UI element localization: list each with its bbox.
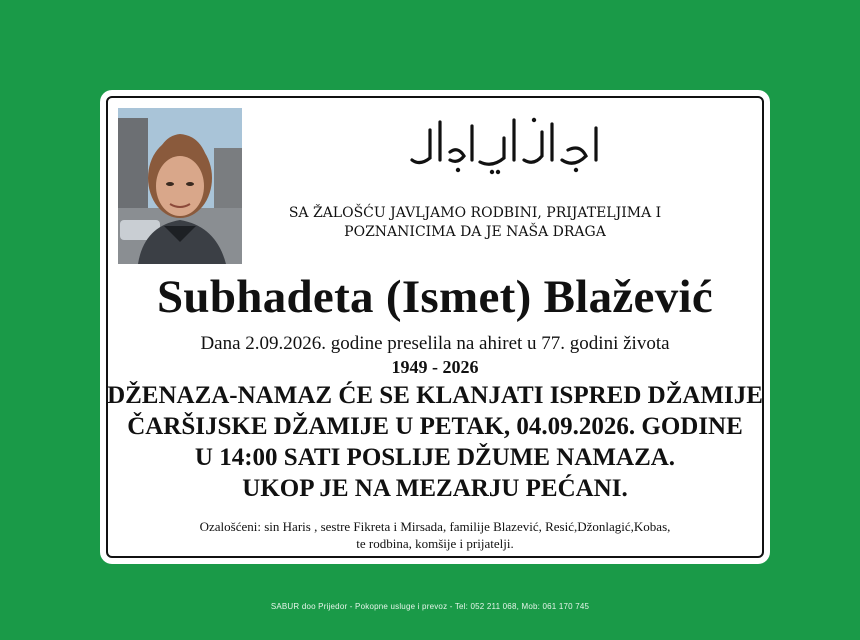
- life-years: 1949 - 2026: [391, 357, 479, 377]
- deceased-name: Subhadeta (Ismet) Blažević: [156, 271, 714, 323]
- portrait-photo: [118, 108, 242, 264]
- announcement-line: UKOP JE NA MEZARJU PEĆANI.: [242, 475, 628, 502]
- intro-text: [280, 204, 670, 242]
- arabic-calligraphy: [400, 108, 610, 178]
- mourners-line-2: te rodbina, komšije i prijatelji.: [356, 536, 514, 551]
- footer-contact: SABUR doo Prijedor - Pokopne usluge i prevoz - Tel: 052 211 068, Mob: 061 170 745: [270, 602, 590, 611]
- funeral-announcement: [100, 380, 770, 504]
- intro-line-2: POZNANICIMA DA JE NAŠA DRAGA: [344, 224, 606, 240]
- mourners-line-1: Ozalošćeni: sin Haris , sestre Fikreta i Mirsada, familije Blazević, Resić,Džonlagić,Kobas,: [199, 519, 671, 534]
- announcement-line: ČARŠIJSKE DŽAMIJE U PETAK, 04.09.2026. GODINE: [127, 413, 743, 440]
- mourners-list: [100, 518, 770, 552]
- announcement-line: DŽENAZA-NAMAZ ĆE SE KLANJATI ISPRED DŽAMIJE: [107, 382, 763, 409]
- passing-statement: Dana 2.09.2026. godine preselila na ahiret u 77. godini života: [200, 333, 670, 354]
- intro-line-1: SA ŽALOŠĆU JAVLJAMO RODBINI, PRIJATELJIMA I: [288, 205, 662, 221]
- announcement-line: U 14:00 SATI POSLIJE DŽUME NAMAZA.: [194, 444, 676, 471]
